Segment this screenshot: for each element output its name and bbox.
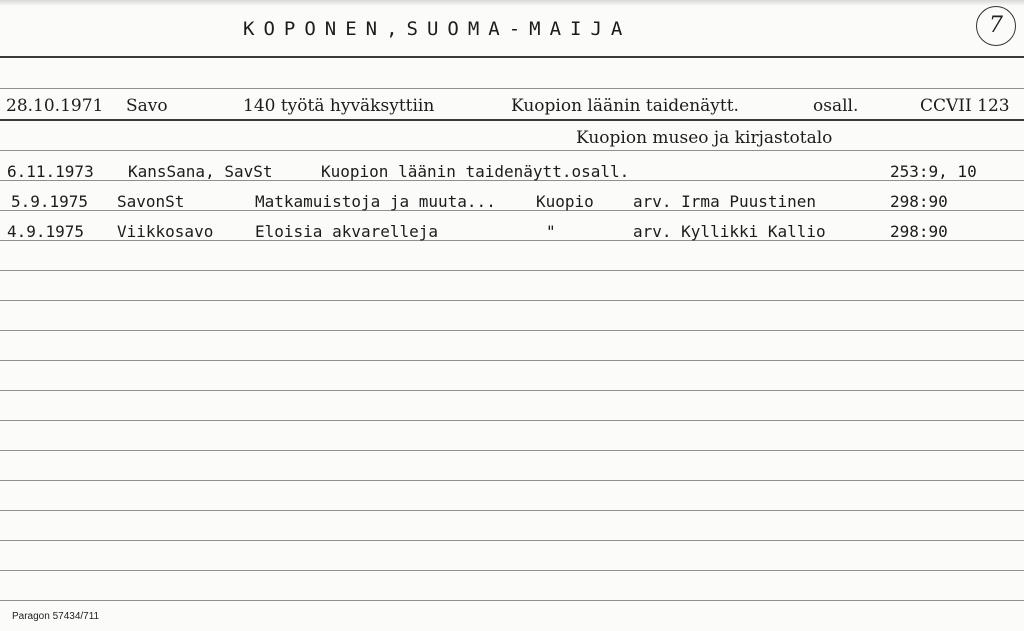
entry-date: 4.9.1975 [7, 222, 85, 241]
ruled-line [0, 270, 1024, 271]
entry-source: SavonSt [117, 192, 185, 211]
entry-source: KansSana, SavSt [128, 162, 273, 181]
entry-role: osall. [813, 96, 859, 116]
ruled-line [0, 600, 1024, 601]
entry-text: Eloisia akvarelleja [255, 222, 439, 241]
entry-text: 140 työtä hyväksyttiin [243, 96, 435, 116]
ruled-line [0, 420, 1024, 421]
entry-date: 5.9.1975 [11, 192, 89, 211]
entry-review: arv. Kyllikki Kallio [633, 222, 826, 241]
ruled-line [0, 450, 1024, 451]
entry-text: Kuopion läänin taidenäytt.osall. [321, 162, 630, 181]
entry-text: Matkamuistoja ja muuta... [255, 192, 496, 211]
ruled-line [0, 360, 1024, 361]
entry-source: Savo [126, 96, 168, 116]
ruled-line [0, 150, 1024, 151]
ruled-line [0, 88, 1024, 89]
ruled-line [0, 330, 1024, 331]
header-rule [0, 56, 1024, 58]
ruled-line [0, 540, 1024, 541]
entry-review: arv. Irma Puustinen [633, 192, 817, 211]
entry-reference: CCVII 123 [920, 96, 1010, 116]
ruled-line [0, 300, 1024, 301]
entry-reference: 253:9, 10 [890, 162, 977, 181]
card-top-edge [0, 0, 1024, 6]
entry-event: Kuopion läänin taidenäytt. [511, 96, 739, 116]
entry-venue: Kuopion museo ja kirjastotalo [576, 128, 833, 148]
entry-reference: 298:90 [890, 192, 948, 211]
entry-place: Kuopio [536, 192, 594, 211]
entry-date: 28.10.1971 [6, 96, 104, 116]
entry-place: " [546, 222, 556, 241]
entry-source: Viikkosavo [117, 222, 214, 241]
ruled-line [0, 570, 1024, 571]
card-footer: Paragon 57434/711 [12, 611, 100, 622]
entry-reference: 298:90 [890, 222, 948, 241]
ruled-line [0, 480, 1024, 481]
ruled-line [0, 390, 1024, 391]
card-number: 7 [976, 6, 1016, 46]
ruled-line [0, 119, 1024, 121]
entry-date: 6.11.1973 [7, 162, 94, 181]
card-title: KOPONEN,SUOMA-MAIJA [243, 18, 632, 40]
ruled-line [0, 510, 1024, 511]
